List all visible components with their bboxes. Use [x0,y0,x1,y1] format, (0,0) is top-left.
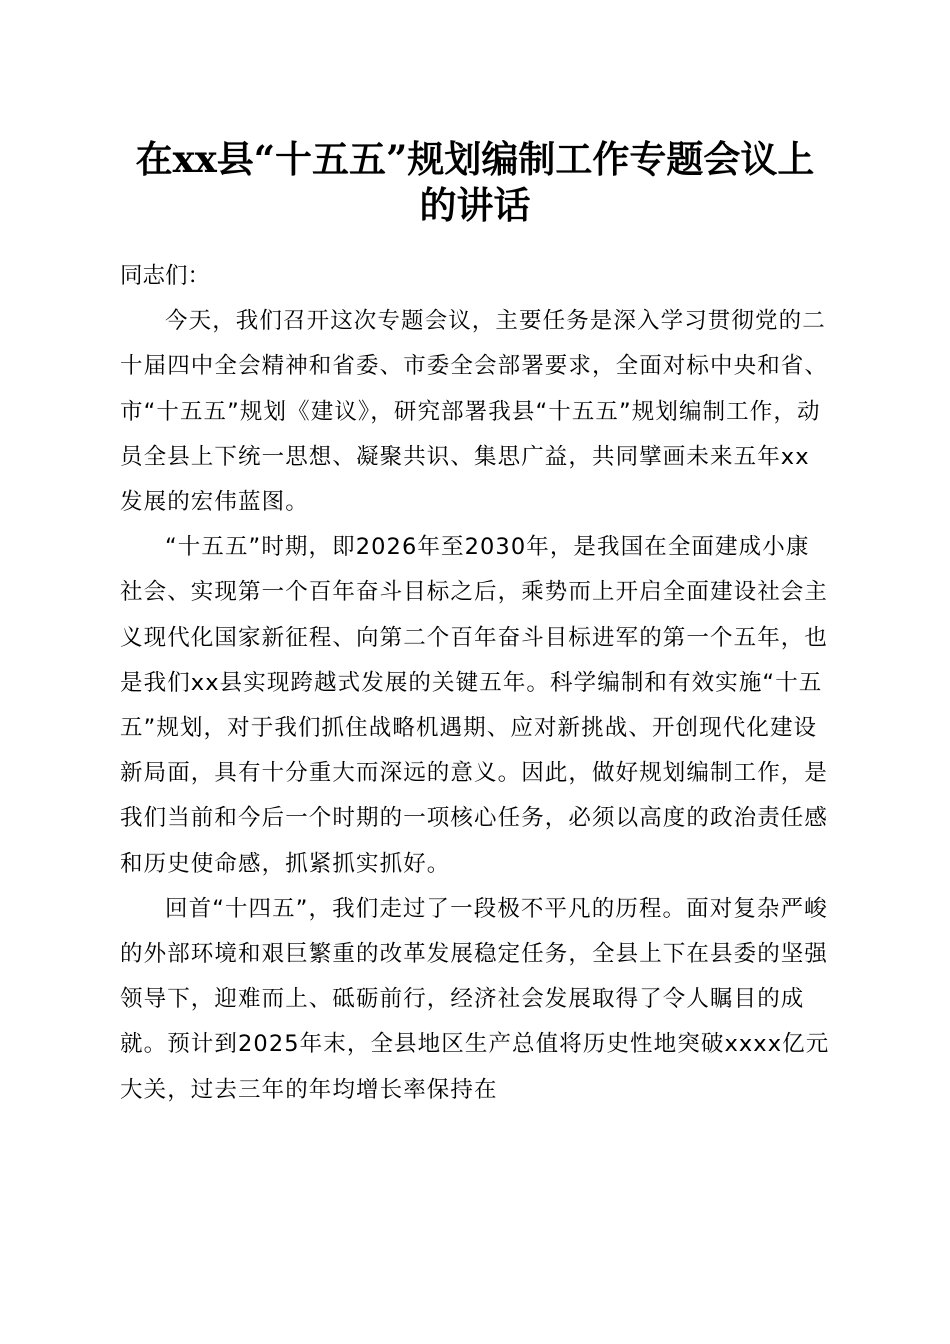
salutation: 同志们： [120,263,211,289]
document-body [120,254,830,1113]
paragraph-3: 回首“十四五”，我们走过了一段极不平凡的历程。面对复杂严峻的外部环境和艰巨繁重的改革发展稳定任务，全县上下在县委的坚强领导下，迎难而上、砥砺前行，经济社会发展取得了令人瞩目的成就。预计到2025年末，全县地区生产总值将历史性地突破xxxx亿元大关，过去三年的年均增长率保持在 [120,895,830,1103]
paragraph-2: “十五五”时期，即2026年至2030年，是我国在全面建成小康社会、实现第一个百年奋斗目标之后，乘势而上开启全面建设社会主义现代化国家新征程、向第二个百年奋斗目标进军的第一个五年，也是我们xx县实现跨越式发展的关键五年。科学编制和有效实施“十五五”规划，对于我们抓住战略机遇期、应对新挑战、开创现代化建设新局面，具有十分重大而深远的意义。因此，做好规划编制工作，是我们当前和今后一个时期的一项核心任务，必须以高度的政治责任感和历史使命感，抓紧抓实抓好。 [120,534,829,877]
title-line-2: 的讲话 [419,183,531,227]
paragraph-1: 今天，我们召开这次专题会议，主要任务是深入学习贯彻党的二十届四中全会精神和省委、市委全会部署要求，全面对标中央和省、市“十五五”规划《建议》，研究部署我县“十五五”规划编制工作，动员全县上下统一思想、凝聚共识、集思广益，共同擘画未来五年xx发展的宏伟蓝图。 [120,308,829,516]
title-line-1: 在xx县“十五五”规划编制工作专题会议上 [135,137,815,181]
page-title [100,136,850,228]
